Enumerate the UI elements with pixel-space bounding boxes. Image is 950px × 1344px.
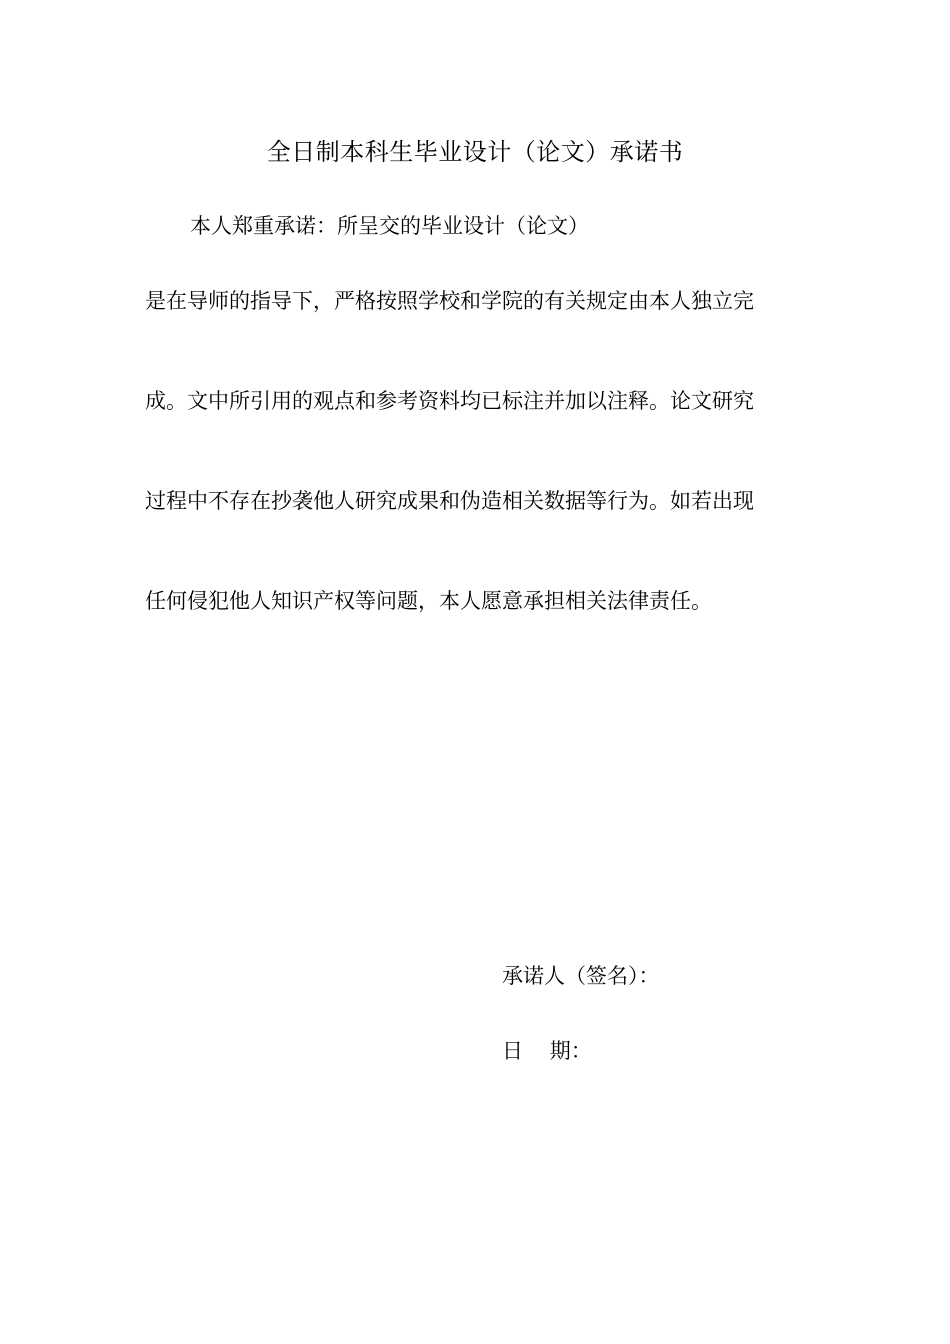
date-label: 日 期：	[502, 1039, 592, 1063]
pledgor-signature-label: 承诺人（签名）：	[502, 964, 660, 988]
pledge-text-line-2: 是在导师的指导下，严格按照学校和学院的有关规定由本人独立完	[145, 289, 754, 313]
pledge-text-line-3: 成。文中所引用的观点和参考资料均已标注并加以注释。论文研究	[145, 389, 754, 413]
document-title: 全日制本科生毕业设计（论文）承诺书	[266, 138, 684, 166]
pledge-text-line-4: 过程中不存在抄袭他人研究成果和伪造相关数据等行为。如若出现	[145, 489, 754, 513]
pledge-text-line-1: 本人郑重承诺：所呈交的毕业设计（论文）	[190, 214, 589, 238]
pledge-text-line-5: 任何侵犯他人知识产权等问题，本人愿意承担相关法律责任。	[145, 589, 712, 613]
